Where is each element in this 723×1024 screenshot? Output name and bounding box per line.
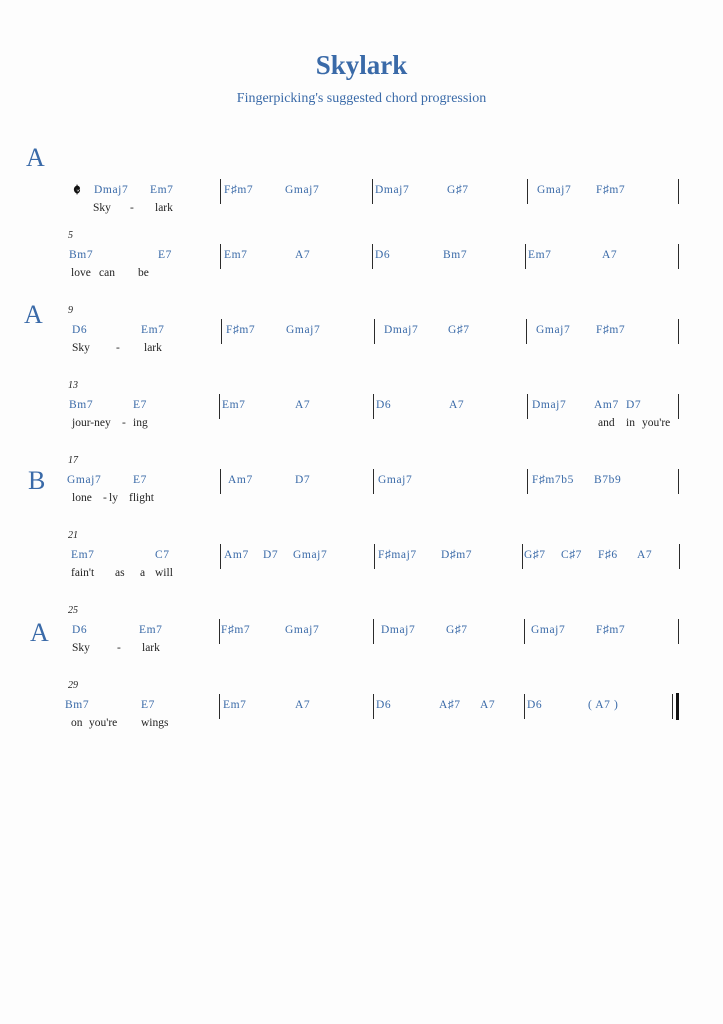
barline <box>373 694 374 719</box>
barline <box>526 319 527 344</box>
chord: A7 <box>295 249 311 261</box>
barline <box>678 394 679 419</box>
barline <box>220 179 221 204</box>
barline <box>374 544 375 569</box>
chord: F♯maj7 <box>378 549 417 561</box>
system-8 <box>0 681 723 741</box>
chord: D7 <box>626 399 642 411</box>
chord: D♯m7 <box>441 549 473 561</box>
section-label: A <box>30 618 49 647</box>
chord: G♯7 <box>448 324 470 336</box>
lyric: jour-ney <box>72 417 111 429</box>
lyric: wings <box>141 717 169 729</box>
lyric: on <box>71 717 83 729</box>
chord: Gmaj7 <box>531 624 566 636</box>
section-label: A <box>24 300 43 329</box>
chord: A7 <box>449 399 465 411</box>
lyric: as <box>115 567 125 579</box>
barline <box>373 469 374 494</box>
chord: B7b9 <box>594 474 622 486</box>
chord: Bm7 <box>65 699 90 711</box>
chord: Gmaj7 <box>67 474 102 486</box>
chord: E7 <box>133 474 147 486</box>
lyric: - <box>122 417 126 429</box>
chord: Em7 <box>150 184 174 196</box>
chord: Em7 <box>71 549 95 561</box>
chord: Gmaj7 <box>286 324 321 336</box>
chord: E7 <box>133 399 147 411</box>
barline <box>678 179 679 204</box>
barline <box>219 394 220 419</box>
lyric: you're <box>642 417 671 429</box>
measure-number: 17 <box>68 455 78 466</box>
barline <box>525 244 526 269</box>
barline <box>672 694 673 719</box>
barline <box>373 619 374 644</box>
lyric: fain't <box>71 567 95 579</box>
system-1 <box>0 143 723 226</box>
chord: Dmaj7 <box>384 324 419 336</box>
chord: Em7 <box>222 399 246 411</box>
lyric: and <box>598 417 615 429</box>
lyric: a <box>140 567 146 579</box>
barline <box>522 544 523 569</box>
lyric: - <box>116 342 120 354</box>
lyric: can <box>99 267 115 279</box>
measure-number: 5 <box>68 230 73 241</box>
barline <box>524 619 525 644</box>
lyric: love <box>71 267 91 279</box>
chord: F♯6 <box>598 549 618 561</box>
lyric: be <box>138 267 149 279</box>
chord: Em7 <box>224 249 248 261</box>
chord: A7 <box>637 549 653 561</box>
barline <box>372 179 373 204</box>
lyric: lark <box>155 202 173 214</box>
barline <box>678 469 679 494</box>
barline <box>372 244 373 269</box>
chord: G♯7 <box>524 549 546 561</box>
lyric: lark <box>144 342 162 354</box>
barline <box>220 244 221 269</box>
lyric: in <box>626 417 635 429</box>
measure-number: 29 <box>68 680 78 691</box>
lyric: Sky <box>93 202 111 214</box>
time-signature-cut-time: 𝄵 <box>73 181 81 200</box>
lyric: ly <box>109 492 118 504</box>
chord: F♯m7b5 <box>532 474 574 486</box>
chord: F♯m7 <box>596 184 626 196</box>
chord: A7 <box>295 699 311 711</box>
chord: Dmaj7 <box>381 624 416 636</box>
chord: Em7 <box>139 624 163 636</box>
barline <box>524 694 525 719</box>
chord: A7 <box>480 699 496 711</box>
lyric: Sky <box>72 642 90 654</box>
measure-number: 25 <box>68 605 78 616</box>
barline <box>374 319 375 344</box>
chord: Em7 <box>141 324 165 336</box>
chord: F♯m7 <box>596 324 626 336</box>
chord: E7 <box>141 699 155 711</box>
measure-number: 21 <box>68 530 78 541</box>
chord: C7 <box>155 549 170 561</box>
barline <box>220 544 221 569</box>
chord: D6 <box>376 699 392 711</box>
lyric: Sky <box>72 342 90 354</box>
final-barline <box>676 693 679 720</box>
barline <box>219 619 220 644</box>
chord: Am7 <box>594 399 619 411</box>
chord: A♯7 <box>439 699 461 711</box>
chord: F♯m7 <box>221 624 251 636</box>
chord: D7 <box>263 549 279 561</box>
lyric: - <box>103 492 107 504</box>
barline <box>527 394 528 419</box>
barline <box>220 469 221 494</box>
measure-number: 13 <box>68 380 78 391</box>
chord: Em7 <box>528 249 552 261</box>
barline <box>678 619 679 644</box>
section-label: A <box>26 143 45 172</box>
section-label: B <box>28 466 46 495</box>
chord: A7 <box>295 399 311 411</box>
chord: Gmaj7 <box>285 624 320 636</box>
barline <box>679 544 680 569</box>
chord: D6 <box>72 324 88 336</box>
barline <box>678 244 679 269</box>
lyric: - <box>130 202 134 214</box>
system-3 <box>0 300 723 366</box>
system-4 <box>0 381 723 441</box>
barline <box>219 694 220 719</box>
chord: D6 <box>376 399 392 411</box>
lyric: - <box>117 642 121 654</box>
song-subtitle: Fingerpicking's suggested chord progression <box>236 91 487 106</box>
system-5 <box>0 456 723 516</box>
chord: Dmaj7 <box>375 184 410 196</box>
lyric: lone <box>72 492 92 504</box>
chord: D6 <box>375 249 391 261</box>
chord: D6 <box>72 624 88 636</box>
chord: Gmaj7 <box>293 549 328 561</box>
chord: Am7 <box>228 474 253 486</box>
barline <box>373 394 374 419</box>
chord: G♯7 <box>447 184 469 196</box>
chord: A7 <box>602 249 618 261</box>
chord: F♯m7 <box>226 324 256 336</box>
lyric: lark <box>142 642 160 654</box>
chord: F♯m7 <box>596 624 626 636</box>
chord: Bm7 <box>69 249 94 261</box>
lyric: will <box>155 567 173 579</box>
chord: Gmaj7 <box>536 324 571 336</box>
chord: Bm7 <box>69 399 94 411</box>
chord: Gmaj7 <box>378 474 413 486</box>
system-7 <box>0 606 723 666</box>
barline <box>527 179 528 204</box>
barline <box>527 469 528 494</box>
chord: Dmaj7 <box>94 184 129 196</box>
lyric: ing <box>133 417 148 429</box>
chord: Dmaj7 <box>532 399 567 411</box>
barline <box>221 319 222 344</box>
chord: Gmaj7 <box>537 184 572 196</box>
song-title: Skylark <box>315 50 408 80</box>
chord: Gmaj7 <box>285 184 320 196</box>
chord: G♯7 <box>446 624 468 636</box>
chord: C♯7 <box>561 549 582 561</box>
system-2 <box>0 231 723 291</box>
measure-number: 9 <box>68 305 73 316</box>
chord: D7 <box>295 474 311 486</box>
lyric: flight <box>129 492 154 504</box>
lyric: you're <box>89 717 118 729</box>
chord: Bm7 <box>443 249 468 261</box>
chord: D6 <box>527 699 543 711</box>
chord: E7 <box>158 249 172 261</box>
chord: F♯m7 <box>224 184 254 196</box>
chord: ( A7 ) <box>588 699 619 711</box>
barline <box>678 319 679 344</box>
chord: Am7 <box>224 549 249 561</box>
chord: Em7 <box>223 699 247 711</box>
system-6 <box>0 531 723 591</box>
